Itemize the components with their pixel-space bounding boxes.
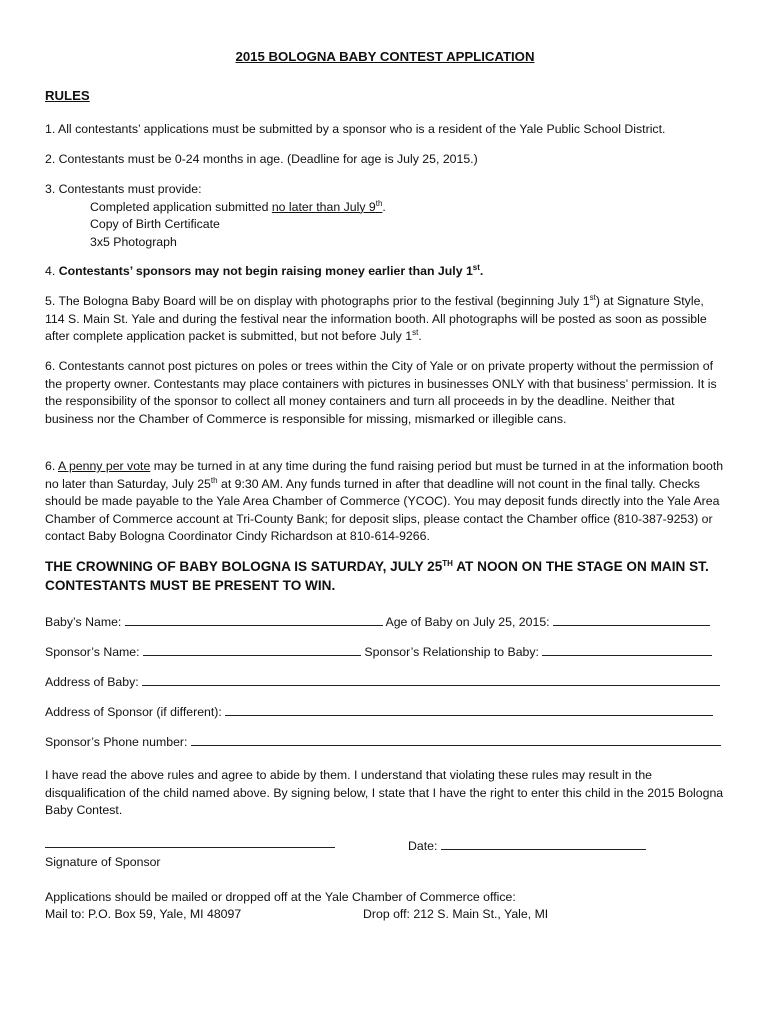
- baby-age-field[interactable]: [553, 613, 710, 626]
- rule-7-a: may be turned in at any time during the fund raising period but must be turned in at the information booth no later than Saturday, July 25: [45, 459, 724, 491]
- address-baby-row: [45, 673, 720, 692]
- sponsor-phone-field[interactable]: [191, 733, 721, 746]
- crowning-line-2: CONTESTANTS MUST BE PRESENT TO WIN.: [45, 578, 336, 593]
- rule-7-b: at 9:30 AM. Any funds turned in after that deadline will not count in the final tally. Checks should be made payable to the Yale Area Chamber of Commerce (YCOC). You may deposit funds directly into the Yale Area Chamber of Commerce account at Tri-County Bank; for deposit slips, please contact the Chamber office (810-387-9253) or contact Baby Bologna Coordinator Cindy Richardson at 810-614-9266.: [45, 476, 720, 544]
- address-sponsor-field[interactable]: [225, 703, 713, 716]
- signature-label: Signature of Sponsor: [45, 855, 161, 869]
- crowning-line-1a: THE CROWNING OF BABY BOLOGNA IS SATURDAY, JULY 25: [45, 559, 443, 574]
- drop-off-address: Drop off: 212 S. Main St., Yale, MI: [363, 907, 549, 921]
- sponsor-relationship-label: Sponsor’s Relationship to Baby:: [364, 645, 539, 659]
- address-sponsor-row: [45, 703, 713, 722]
- rule-7-number: 6.: [45, 459, 58, 473]
- sponsor-name-row: [45, 643, 712, 662]
- crowning-line-1: [45, 557, 735, 576]
- crowning-sup: TH: [442, 559, 453, 568]
- rule-3-intro: 3. Contestants must provide:: [45, 182, 202, 196]
- rule-6-penny-vote: [45, 458, 725, 546]
- rule-4-text: Contestants’ sponsors may not begin raising money earlier than July 1: [58, 264, 473, 278]
- rule-5-sup1: st: [589, 293, 596, 302]
- agreement-text: I have read the above rules and agree to abide by them. I understand that violating these rules may result in the disqualification of the child named above. By signing below, I state that I have the right to enter this child in the 2015 Bologna Baby Contest.: [45, 768, 724, 818]
- rule-3: [45, 181, 725, 251]
- babys-name-label: Baby’s Name:: [45, 615, 122, 629]
- page-title: 2015 BOLOGNA BABY CONTEST APPLICATION: [235, 49, 535, 64]
- penny-per-vote-text: A penny per vote: [58, 459, 151, 473]
- sponsor-relationship-field[interactable]: [542, 643, 712, 656]
- rule-1: 1. All contestants’ applications must be submitted by a sponsor who is a resident of the Yale Public School District.: [45, 122, 666, 136]
- rule-3-item1-pre: Completed application submitted: [90, 199, 272, 214]
- rule-5: [45, 293, 725, 346]
- sponsor-phone-row: [45, 733, 721, 752]
- mail-to-address: Mail to: P.O. Box 59, Yale, MI 48097: [45, 907, 242, 921]
- baby-age-label: Age of Baby on July 25, 2015:: [385, 615, 550, 629]
- crowning-notice: [45, 557, 735, 595]
- rule-4-sup: st: [472, 263, 480, 272]
- rule-2: 2. Contestants must be 0-24 months in age. (Deadline for age is July 25, 2015.): [45, 152, 478, 166]
- rule-4: [45, 263, 725, 281]
- rule-5-a: 5. The Bologna Baby Board will be on display with photographs prior to the festival (beginning July 1: [45, 294, 590, 308]
- address-baby-label: Address of Baby:: [45, 675, 139, 689]
- rule-3-item-photograph: 3x5 Photograph: [90, 234, 177, 249]
- date-row: [408, 837, 646, 856]
- mailing-intro: Applications should be mailed or dropped off at the Yale Chamber of Commerce office:: [45, 890, 516, 904]
- babys-name-field[interactable]: [125, 613, 383, 626]
- date-field[interactable]: [441, 837, 646, 850]
- rule-5-c: .: [418, 329, 422, 344]
- sponsor-phone-label: Sponsor’s Phone number:: [45, 735, 188, 749]
- rule-3-item-birth-certificate: Copy of Birth Certificate: [90, 217, 220, 232]
- rule-5-b: ) at Signature Style, 114 S. Main St. Yale and during the festival near the information booth. All photographs will be posted as soon as possible after complete application packet is submitted, but not before July 1: [45, 294, 707, 344]
- crowning-line-1b: AT NOON ON THE STAGE ON MAIN ST.: [452, 559, 709, 574]
- rule-7-sup: th: [210, 475, 218, 485]
- babys-name-row: [45, 613, 710, 632]
- sponsor-name-label: Sponsor’s Name:: [45, 645, 140, 659]
- sponsor-name-field[interactable]: [143, 643, 361, 656]
- date-label: Date:: [408, 839, 438, 853]
- rule-6: 6. Contestants cannot post pictures on poles or trees within the City of Yale or on private property without the permission of the property owner. Contestants may place containers with pictures in businesses ONLY with that business’ permission. It is the responsibility of the sponsor to collect all money containers and turn all proceeds in by the deadline. Neither that business nor the Chamber of Commerce is responsible for missing, mismarked or illegible cans.: [45, 359, 717, 426]
- rule-3-item1-post: .: [382, 199, 386, 214]
- rule-3-item1-deadline: no later than July 9: [271, 199, 376, 214]
- address-sponsor-label: Address of Sponsor (if different):: [45, 705, 222, 719]
- address-baby-field[interactable]: [142, 673, 720, 686]
- signature-field[interactable]: [45, 847, 335, 848]
- rule-4-number: 4.: [45, 264, 59, 278]
- rule-4-post: .: [479, 264, 484, 278]
- rules-heading: RULES: [45, 88, 90, 103]
- rule-3-item1-sup: th: [375, 198, 383, 208]
- rule-5-sup2: st: [412, 328, 419, 338]
- rule-3-item-application: [45, 199, 725, 217]
